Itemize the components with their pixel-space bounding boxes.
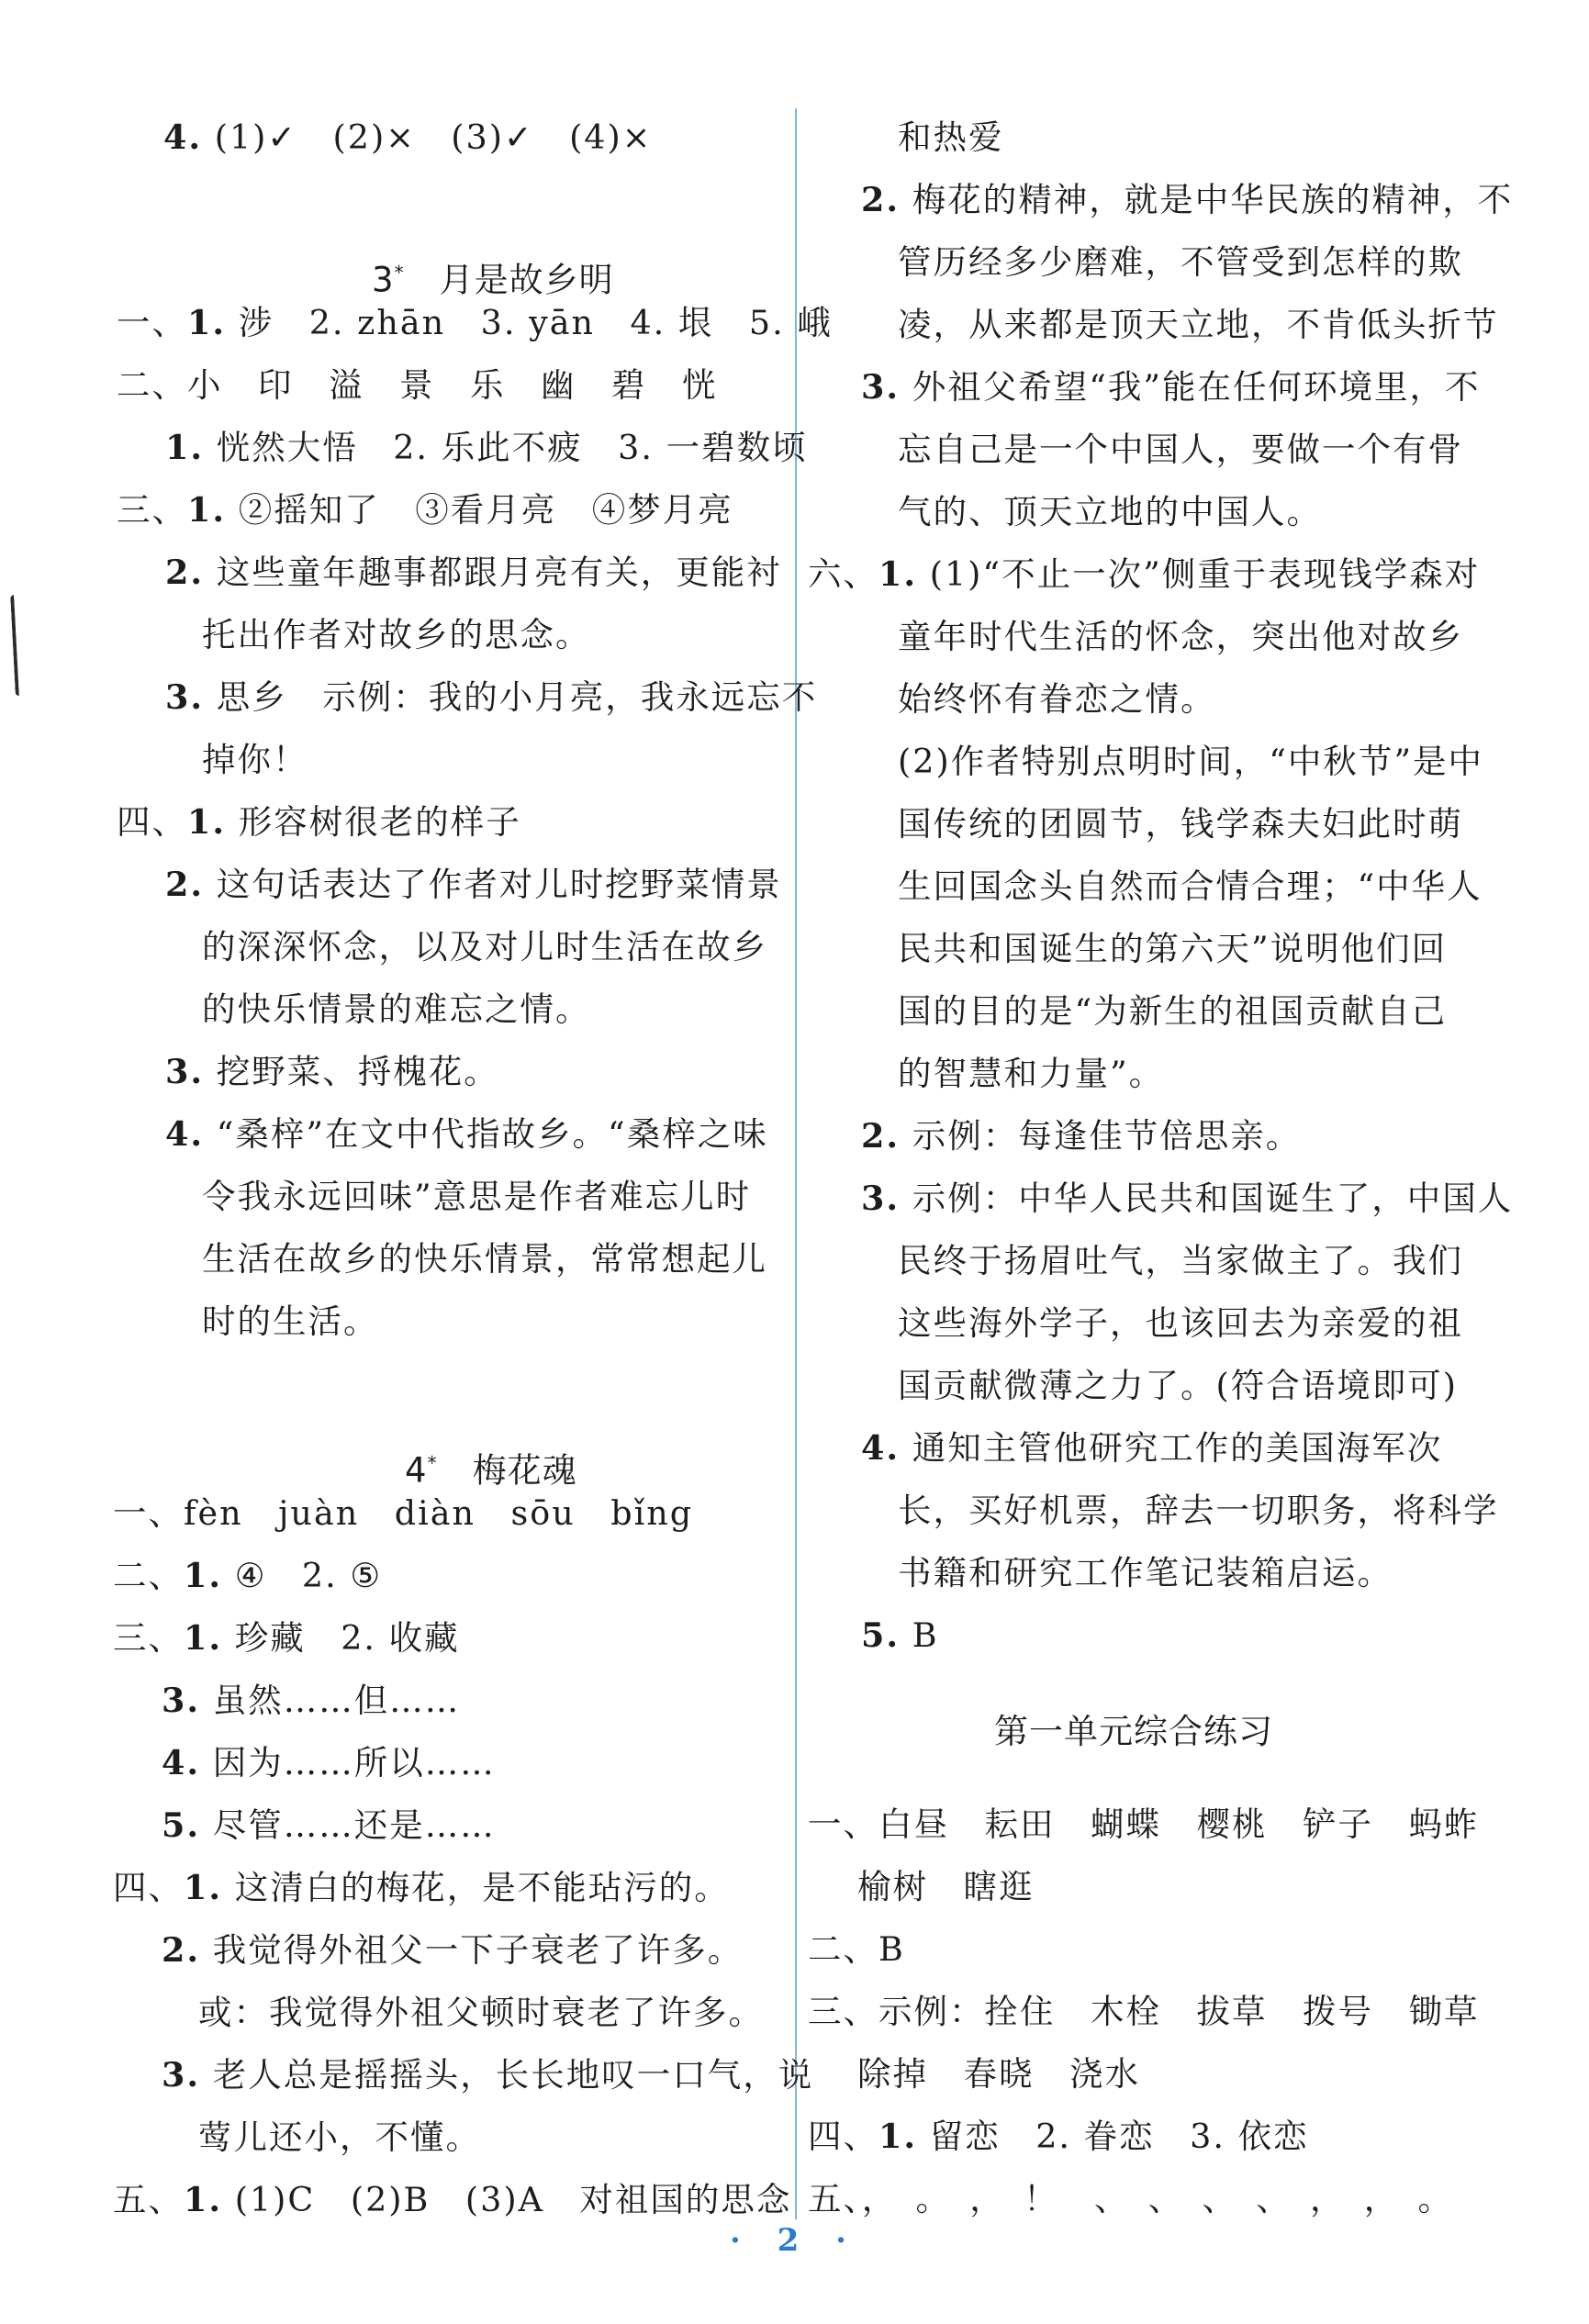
answer-line: 国的目的是“为新生的祖国贡献自己: [898, 991, 1448, 1031]
answer-line: 的智慧和力量”。: [898, 1054, 1165, 1093]
answer-line: 2. 这句话表达了作者对儿时挖野菜情景: [165, 865, 782, 904]
answer-line: 和热爱: [898, 117, 1004, 157]
answer-line: 掉你！: [202, 740, 308, 779]
answer-line: 凌，从来都是顶天立地，不肯低头折节: [898, 305, 1499, 344]
answer-line: 4. 因为……所以……: [162, 1743, 496, 1782]
answer-line: 除掉 春晓 浇水: [857, 2054, 1140, 2094]
answer-line: 民共和国诞生的第六天”说明他们回: [898, 929, 1448, 968]
answer-line: 3. 外祖父希望“我”能在任何环境里，不: [861, 367, 1481, 407]
lesson-number: 4: [405, 1450, 428, 1491]
lesson-mark: *: [427, 1452, 438, 1474]
answer-line: 始终怀有眷恋之情。: [898, 679, 1216, 719]
answer-line: 二、B: [808, 1929, 905, 1969]
answer-line: 二、1. ④ 2. ⑤: [113, 1556, 383, 1595]
answer-line: 2. 这些童年趣事都跟月亮有关，更能衬: [165, 553, 782, 592]
answer-line: 生活在故乡的快乐情景，常常想起儿: [202, 1239, 767, 1279]
answer-line: 或：我觉得外祖父顿时衰老了许多。: [198, 1993, 764, 2032]
answer-line: 民终于扬眉吐气，当家做主了。我们: [898, 1241, 1463, 1280]
answer-line: (2)作者特别点明时间，“中秋节”是中: [898, 742, 1484, 781]
answer-line: 四、1. 留恋 2. 眷恋 3. 依恋: [808, 2117, 1309, 2156]
answer-line: 一、白昼 耘田 蝴蝶 樱桃 铲子 蚂蚱: [808, 1804, 1480, 1844]
unit-exercise-heading: 第一单元综合练习: [994, 1712, 1273, 1751]
answer-line: 5. 尽管……还是……: [162, 1805, 496, 1845]
answer-line: 长，买好机票，辞去一切职务，将科学: [898, 1491, 1499, 1530]
lesson-title: 月是故乡明: [439, 260, 614, 300]
answer-line: 的快乐情景的难忘之情。: [202, 989, 591, 1029]
answer-line: 托出作者对故乡的思念。: [202, 615, 591, 654]
lesson-mark: *: [394, 262, 405, 284]
answer-line: 三、1. ②摇知了 ③看月亮 ④梦月亮: [117, 490, 733, 530]
answer-line: 3. 思乡 示例：我的小月亮，我永远忘不: [165, 677, 818, 717]
margin-mark: [10, 595, 27, 696]
answer-line: 书籍和研究工作笔记装箱启运。: [898, 1553, 1393, 1592]
answer-line: 四、1. 这清白的梅花，是不能玷污的。: [113, 1868, 730, 1907]
answer-line: 时的生活。: [202, 1302, 379, 1341]
answer-line: 2. 我觉得外祖父一下子衰老了许多。: [162, 1930, 744, 1970]
answer-line: 这些海外学子，也该回去为亲爱的祖: [898, 1303, 1463, 1343]
lesson-number: 3: [372, 260, 395, 300]
answer-line: 4. (1)✓ (2)× (3)✓ (4)×: [163, 117, 653, 157]
answer-line: 六、1. (1)“不止一次”侧重于表现钱学森对: [808, 554, 1481, 594]
answer-line: 一、fèn juàn diàn sōu bǐng: [113, 1493, 694, 1533]
answer-line: 1. 恍然大悟 2. 乐此不疲 3. 一碧数顷: [165, 428, 808, 467]
answer-line: 榆树 瞎逛: [857, 1867, 1035, 1906]
answer-line: 5. B: [861, 1615, 939, 1655]
answer-line: 莺儿还小，不懂。: [198, 2117, 481, 2157]
answer-line: 二、小 印 溢 景 乐 幽 碧 恍: [117, 365, 718, 405]
answer-line: 四、1. 形容树很老的样子: [117, 802, 521, 842]
answer-line: 生回国念头自然而合情合理；“中华人: [898, 866, 1483, 906]
lesson-title: 梅花魂: [472, 1450, 577, 1491]
answer-line: 忘自己是一个中国人，要做一个有骨: [898, 430, 1463, 469]
answer-line: 管历经多少磨难，不管受到怎样的欺: [898, 242, 1463, 282]
answer-line: 国贡献微薄之力了。(符合语境即可): [898, 1366, 1458, 1405]
answer-line: 五、1. (1)C (2)B (3)A 对祖国的思念: [113, 2180, 792, 2219]
answer-line: 3. 示例：中华人民共和国诞生了，中国人: [861, 1179, 1514, 1218]
answer-line: 气的、顶天立地的中国人。: [898, 492, 1322, 531]
answer-line: 的深深怀念，以及对儿时生活在故乡: [202, 927, 767, 966]
answer-line: 3. 老人总是摇摇头，长长地叹一口气，说: [162, 2055, 814, 2095]
answer-line: 五、， 。 ， ！ 、 、 、 、 ， ， 。: [808, 2179, 1453, 2218]
answer-line: 4. “桑梓”在文中代指故乡。“桑梓之味: [165, 1114, 768, 1154]
answer-line: 一、1. 涉 2. zhān 3. yān 4. 垠 5. 峨: [117, 303, 833, 342]
page-number: · 2 ·: [729, 2222, 859, 2259]
answer-line: 4. 通知主管他研究工作的美国海军次: [861, 1428, 1443, 1468]
column-divider: [795, 108, 797, 2219]
answer-line: 国传统的团圆节，钱学森夫妇此时萌: [898, 804, 1463, 844]
answer-line: 3. 挖野菜、捋槐花。: [165, 1052, 499, 1091]
answer-line: 2. 梅花的精神，就是中华民族的精神，不: [861, 180, 1514, 219]
answer-line: 三、1. 珍藏 2. 收藏: [113, 1618, 460, 1658]
answer-line: 令我永远回味”意思是作者难忘儿时: [202, 1177, 752, 1216]
answer-line: 三、示例：拴住 木栓 拔草 拨号 锄草: [808, 1992, 1480, 2031]
answer-line: 童年时代生活的怀念，突出他对故乡: [898, 617, 1463, 656]
answer-line: 3. 虽然……但……: [162, 1681, 461, 1720]
answer-line: 2. 示例：每逢佳节倍思亲。: [861, 1116, 1302, 1156]
